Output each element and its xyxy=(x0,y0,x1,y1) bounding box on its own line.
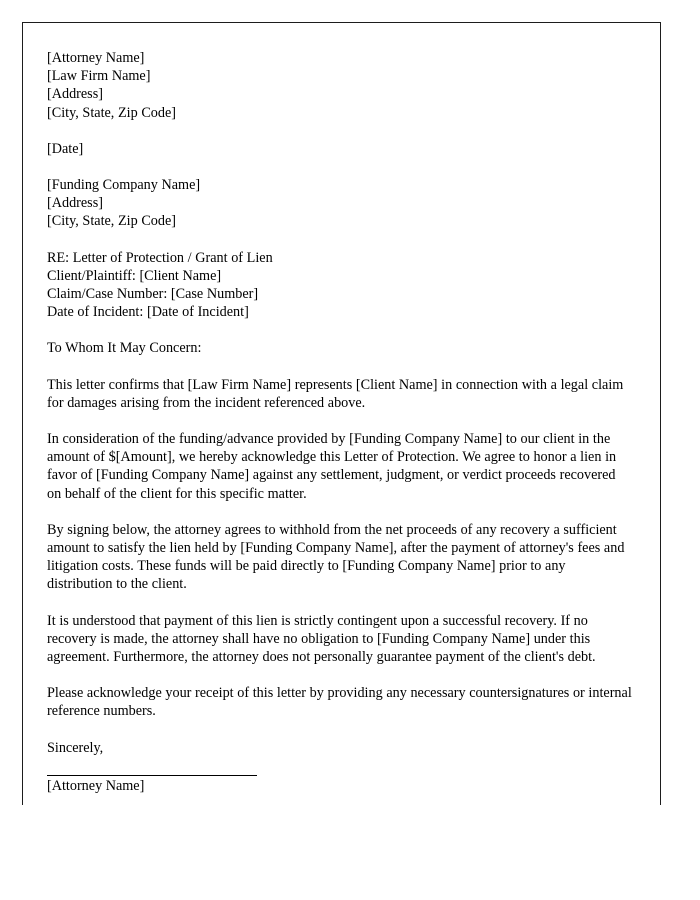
closing-block xyxy=(47,739,633,757)
recipient-company-name: [Funding Company Name] xyxy=(47,177,201,194)
sender-firm-name: [Law Firm Name] xyxy=(47,68,151,85)
sender-address-block xyxy=(47,49,633,122)
signature-block xyxy=(47,775,633,795)
recipient-address-block xyxy=(47,176,633,231)
paragraph-text: It is understood that payment of this lien is strictly contingent upon a successful recovery. If no recovery is made, the attorney shall have no obligation to [Funding Company Name] under this agreement. Furthermore, the attorney does not personally guarantee payment of the client's debt. xyxy=(47,612,596,666)
sender-city-state-zip: [City, State, Zip Code] xyxy=(47,104,177,121)
letter-content xyxy=(47,23,636,795)
paragraph-text: In consideration of the funding/advance provided by [Funding Company Name] to our client in the amount of $[Amount], we hereby acknowledge this Letter of Protection. We agree to honor a lien in favor of [Funding Company Name] against any settlement, judgment, or verdict proceeds recovered on behalf of the client for this specific matter. xyxy=(47,431,620,502)
body-paragraph-1 xyxy=(47,376,633,412)
signature-line xyxy=(47,775,257,776)
salutation: To Whom It May Concern: xyxy=(47,340,202,357)
body-paragraph-2 xyxy=(47,430,633,503)
date-block xyxy=(47,140,633,158)
paragraph-text: Please acknowledge your receipt of this letter by providing any necessary countersignatures or internal reference numbers. xyxy=(47,685,636,720)
paragraph-text: By signing below, the attorney agrees to withhold from the net proceeds of any recovery a sufficient amount to satisfy the lien held by [Funding Company Name], after the payment of attorney's fees and litigation costs. These funds will be paid directly to [Funding Company Name] prior to any distribution to the client. xyxy=(47,521,629,593)
reference-case-number: Claim/Case Number: [Case Number] xyxy=(47,286,259,303)
reference-incident-date: Date of Incident: [Date of Incident] xyxy=(47,304,249,321)
body-paragraph-4 xyxy=(47,612,633,667)
body-paragraph-3 xyxy=(47,521,633,594)
paragraph-text: This letter confirms that [Law Firm Name] represents [Client Name] in connection with a legal claim for damages arising from the incident referenced above. xyxy=(47,376,627,411)
sender-attorney-name: [Attorney Name] xyxy=(47,50,145,66)
document-page xyxy=(22,22,661,805)
recipient-city-state-zip: [City, State, Zip Code] xyxy=(47,213,177,230)
body-paragraph-5 xyxy=(47,684,636,720)
recipient-address: [Address] xyxy=(47,195,103,212)
reference-client: Client/Plaintiff: [Client Name] xyxy=(47,267,222,284)
valediction: Sincerely, xyxy=(47,739,104,756)
sender-address: [Address] xyxy=(47,86,103,103)
reference-block xyxy=(47,249,633,322)
signatory-name: [Attorney Name] xyxy=(47,777,145,794)
salutation-block xyxy=(47,339,633,357)
reference-subject: RE: Letter of Protection / Grant of Lien xyxy=(47,249,273,266)
letter-date: [Date] xyxy=(47,140,84,157)
